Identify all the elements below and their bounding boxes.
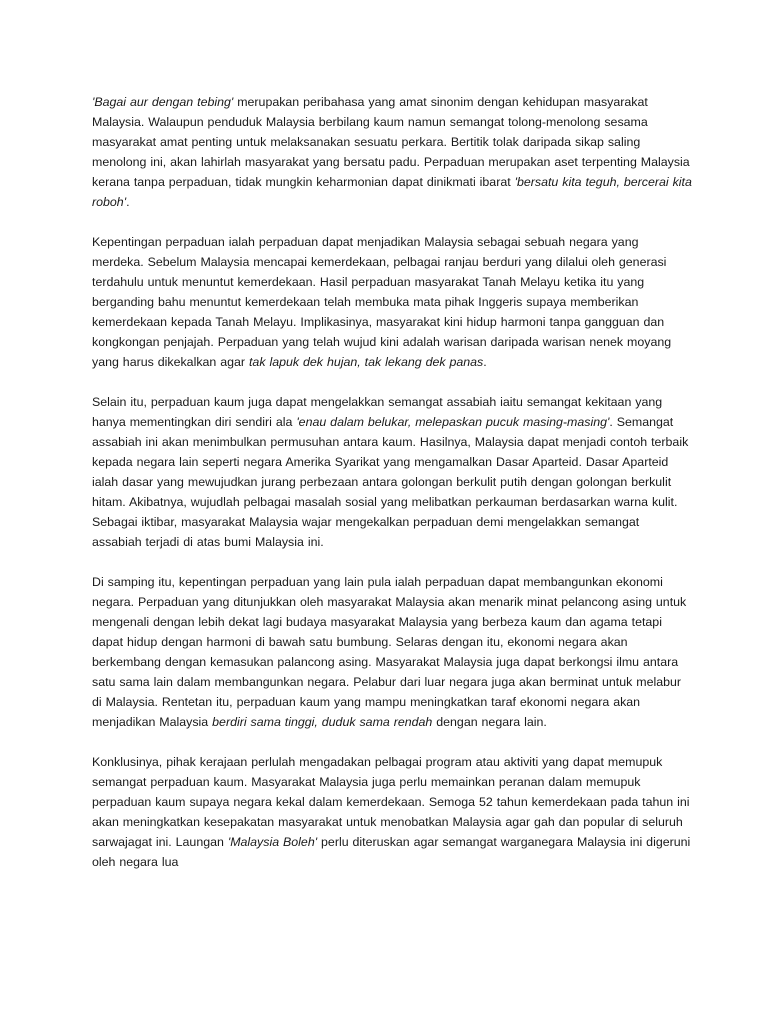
proverb-text: 'enau dalam belukar, melepaskan pucuk masing-masing': [296, 415, 610, 429]
paragraph-conclusion: [92, 752, 692, 872]
paragraph-economy: [92, 572, 692, 732]
proverb-text: 'Malaysia Boleh': [227, 835, 318, 849]
paragraph-independence: [92, 232, 692, 372]
proverb-text: berdiri sama tinggi, duduk sama rendah: [212, 715, 433, 729]
proverb-text: tak lapuk dek hujan, tak lekang dek panas: [248, 355, 484, 369]
proverb-text: 'Bagai aur dengan tebing': [92, 95, 234, 109]
paragraph-text: Selain itu, perpaduan kaum juga dapat mengelakkan semangat assabiah iaitu semangat kekitaan yang hanya mementingkan diri sendiri ala: [92, 395, 663, 429]
paragraph-text: Di samping itu, kepentingan perpaduan yang lain pula ialah perpaduan dapat membangunkan ekonomi negara. Perpaduan yang ditunjukkan oleh masyarakat Malaysia akan menarik minat pelancong asing untuk mengenali dengan lebih dekat lagi budaya masyarakat Malaysia yang berbeza kaum dan agama tetapi dapat hidup dengan harmoni di bawah satu bumbung. Selaras dengan itu, ekonomi negara akan berkembang dengan kemasukan palancong asing. Masyarakat Malaysia juga dapat berkongsi ilmu antara satu sama lain dalam membangunkan negara. Pelabur dari luar negara juga akan berminat untuk melabur di Malaysia. Rentetan itu, perpaduan kaum yang mampu meningkatkan taraf ekonomi negara akan menjadikan Malaysia: [92, 575, 687, 729]
paragraph-text: merupakan peribahasa yang amat sinonim dengan kehidupan masyarakat Malaysia. Walaupun penduduk Malaysia berbilang kaum namun semangat tolong-menolong sesama masyarakat amat penting untuk melaksanakan sesuatu perkara. Bertitik tolak daripada sikap saling menolong ini, akan lahirlah masyarakat yang bersatu padu. Perpaduan merupakan aset terpenting Malaysia kerana tanpa perpaduan, tidak mungkin keharmonian dapat dinikmati ibarat: [92, 95, 690, 189]
paragraph-text: Kepentingan perpaduan ialah perpaduan dapat menjadikan Malaysia sebagai sebuah negara yang merdeka. Sebelum Malaysia mencapai kemerdekaan, pelbagai ranjau berduri yang dilalui oleh generasi terdahulu untuk menuntut kemerdekaan. Hasil perpaduan masyarakat Tanah Melayu ketika itu yang berganding bahu menuntut kemerdekaan telah membuka mata pihak Inggeris supaya memberikan kemerdekaan kepada Tanah Melayu. Implikasinya, masyarakat kini hidup harmoni tanpa gangguan dan kongkongan penjajah. Perpaduan yang telah wujud kini adalah warisan daripada warisan nenek moyang yang harus dikekalkan agar: [92, 235, 672, 369]
essay-body: [92, 92, 692, 892]
paragraph-text: . Semangat assabiah ini akan menimbulkan permusuhan antara kaum. Hasilnya, Malaysia dapat menjadi contoh terbaik kepada negara lain seperti negara Amerika Syarikat yang mengamalkan Dasar Aparteid. Dasar Aparteid ialah dasar yang mewujudkan jurang perbezaan antara golongan berkulit putih dengan golongan berkulit hitam. Akibatnya, wujudlah pelbagai masalah sosial yang melibatkan perkauman berdasarkan warna kulit. Sebagai iktibar, masyarakat Malaysia wajar mengekalkan perpaduan demi mengelakkan semangat assabiah terjadi di atas bumi Malaysia ini.: [92, 415, 689, 549]
paragraph-assabiah: [92, 392, 692, 552]
paragraph-text: Konklusinya, pihak kerajaan perlulah mengadakan pelbagai program atau aktiviti yang dapat memupuk semangat perpaduan kaum. Masyarakat Malaysia juga perlu memainkan peranan dalam memupuk perpaduan kaum supaya negara kekal dalam kemerdekaan. Semoga 52 tahun kemerdekaan pada tahun ini akan meningkatkan kesepakatan masyarakat untuk menobatkan Malaysia agar gah dan popular di seluruh sarwajagat ini. Laungan: [92, 755, 690, 849]
paragraph-intro: [92, 92, 692, 212]
paragraph-text: .: [126, 195, 130, 209]
paragraph-text: .: [483, 355, 487, 369]
proverb-text: 'bersatu kita teguh, bercerai kita roboh': [92, 175, 692, 209]
paragraph-text: perlu diteruskan agar semangat warganegara Malaysia ini digeruni oleh negara lua: [92, 835, 691, 869]
paragraph-text: dengan negara lain.: [432, 715, 547, 729]
